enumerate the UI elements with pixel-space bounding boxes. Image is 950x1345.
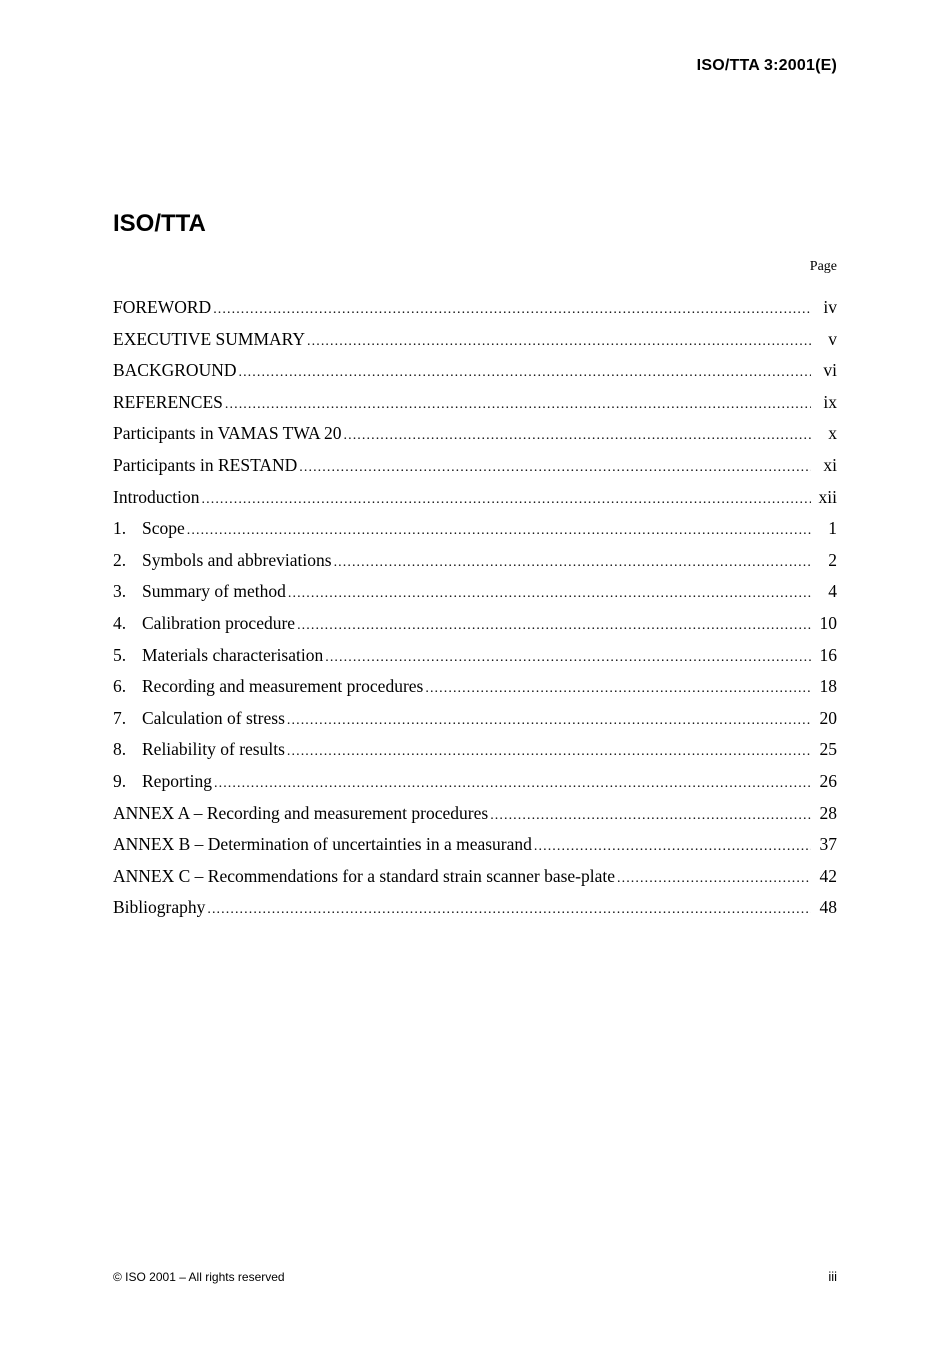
toc-entry-background[interactable]	[113, 356, 837, 388]
toc-entry-page: 2	[828, 549, 837, 570]
toc-entry-scope[interactable]	[113, 514, 837, 546]
toc-entry-title: Reliability of results	[142, 739, 285, 760]
toc-entry-page: 10	[819, 612, 837, 633]
dot-leader	[490, 802, 811, 830]
toc-entry-annex-b[interactable]	[113, 830, 837, 862]
toc-entry-page: 37	[819, 834, 837, 855]
toc-entry-bibliography[interactable]	[113, 893, 837, 925]
toc-entry-page: 42	[819, 865, 837, 886]
dot-leader	[534, 833, 811, 861]
dot-leader	[225, 391, 811, 419]
document-code-header: ISO/TTA 3:2001(E)	[696, 57, 837, 74]
toc-entry-page: iv	[823, 297, 837, 317]
dot-leader	[334, 549, 811, 577]
dot-leader	[299, 454, 811, 482]
toc-entry-page: xii	[818, 486, 837, 507]
toc-entry-title: Participants in RESTAND	[113, 454, 298, 475]
toc-entry-page: 4	[828, 581, 837, 602]
toc-entry-page: 20	[819, 707, 837, 728]
toc-entry-annex-a[interactable]	[113, 799, 837, 831]
toc-entry-title: Bibliography	[113, 897, 206, 918]
toc-entry-title: ANNEX C – Recommendations for a standard strain scanner base-plate	[113, 865, 615, 886]
toc-entry-number: 2.	[113, 549, 127, 570]
dot-leader	[344, 422, 812, 450]
dot-leader	[325, 644, 811, 672]
dot-leader	[207, 896, 811, 924]
toc-entry-number: 3.	[113, 581, 127, 602]
toc-entry-title: Calibration procedure	[142, 612, 296, 633]
toc-entry-calculation[interactable]	[113, 704, 837, 736]
toc-entry-annex-c[interactable]	[113, 862, 837, 894]
toc-entry-participants-vamas[interactable]	[113, 419, 837, 451]
toc-entry-number: 7.	[113, 707, 127, 728]
dot-leader	[213, 296, 811, 324]
table-of-contents	[113, 293, 837, 925]
toc-entry-title: FOREWORD	[113, 297, 212, 317]
toc-entry-references[interactable]	[113, 388, 837, 420]
document-title: ISO/TTA	[113, 210, 206, 237]
toc-entry-recording[interactable]	[113, 672, 837, 704]
toc-entry-title: Reporting	[142, 770, 212, 791]
toc-entry-page: 26	[819, 770, 837, 791]
dot-leader	[307, 328, 811, 356]
toc-entry-page: vi	[823, 360, 837, 381]
toc-entry-number: 5.	[113, 644, 127, 665]
toc-entry-page: 18	[819, 676, 837, 697]
toc-entry-page: xi	[823, 454, 837, 475]
toc-entry-symbols[interactable]	[113, 546, 837, 578]
toc-entry-number: 6.	[113, 676, 127, 697]
dot-leader	[425, 675, 811, 703]
toc-entry-introduction[interactable]	[113, 483, 837, 515]
toc-entry-number: 8.	[113, 739, 127, 760]
toc-entry-title: Introduction	[113, 486, 200, 507]
toc-entry-page: ix	[823, 391, 837, 412]
toc-entry-reporting[interactable]	[113, 767, 837, 799]
toc-entry-title: Symbols and abbreviations	[142, 549, 332, 570]
toc-entry-title: EXECUTIVE SUMMARY	[113, 328, 306, 349]
dot-leader	[617, 865, 811, 893]
toc-entry-number: 4.	[113, 612, 127, 633]
toc-entry-page: v	[828, 328, 837, 349]
toc-entry-participants-restand[interactable]	[113, 451, 837, 483]
toc-entry-title: Recording and measurement procedures	[142, 676, 424, 697]
toc-entry-title: ANNEX A – Recording and measurement procedures	[113, 802, 489, 823]
toc-entry-executive-summary[interactable]	[113, 325, 837, 357]
toc-entry-title: Scope	[142, 518, 185, 539]
toc-entry-summary-method[interactable]	[113, 577, 837, 609]
toc-entry-foreword[interactable]	[113, 293, 837, 325]
page-column-label: Page	[809, 259, 837, 274]
toc-entry-title: BACKGROUND	[113, 360, 237, 381]
toc-entry-materials[interactable]	[113, 641, 837, 673]
dot-leader	[202, 486, 811, 514]
toc-entry-number: 1.	[113, 518, 127, 539]
dot-leader	[187, 517, 811, 545]
toc-entry-title: REFERENCES	[113, 391, 223, 412]
toc-entry-title: Summary of method	[142, 581, 286, 602]
dot-leader	[287, 707, 811, 735]
footer-copyright: © ISO 2001 – All rights reserved	[113, 1270, 285, 1284]
dot-leader	[297, 612, 811, 640]
toc-entry-calibration[interactable]	[113, 609, 837, 641]
footer-page-number: iii	[828, 1269, 837, 1284]
toc-entry-page: 48	[819, 897, 837, 918]
dot-leader	[288, 580, 811, 608]
toc-entry-title: ANNEX B – Determination of uncertainties in a measurand	[113, 834, 532, 855]
toc-entry-title: Materials characterisation	[142, 644, 324, 665]
toc-entry-page: x	[828, 423, 837, 444]
toc-entry-page: 16	[819, 644, 837, 665]
dot-leader	[287, 738, 811, 766]
dot-leader	[214, 770, 811, 798]
toc-entry-title: Calculation of stress	[142, 707, 285, 728]
toc-entry-reliability[interactable]	[113, 735, 837, 767]
toc-entry-title: Participants in VAMAS TWA 20	[113, 423, 342, 444]
toc-entry-page: 25	[819, 739, 837, 760]
toc-entry-number: 9.	[113, 770, 127, 791]
dot-leader	[238, 359, 811, 387]
toc-entry-page: 28	[819, 802, 837, 823]
toc-entry-page: 1	[828, 518, 837, 539]
